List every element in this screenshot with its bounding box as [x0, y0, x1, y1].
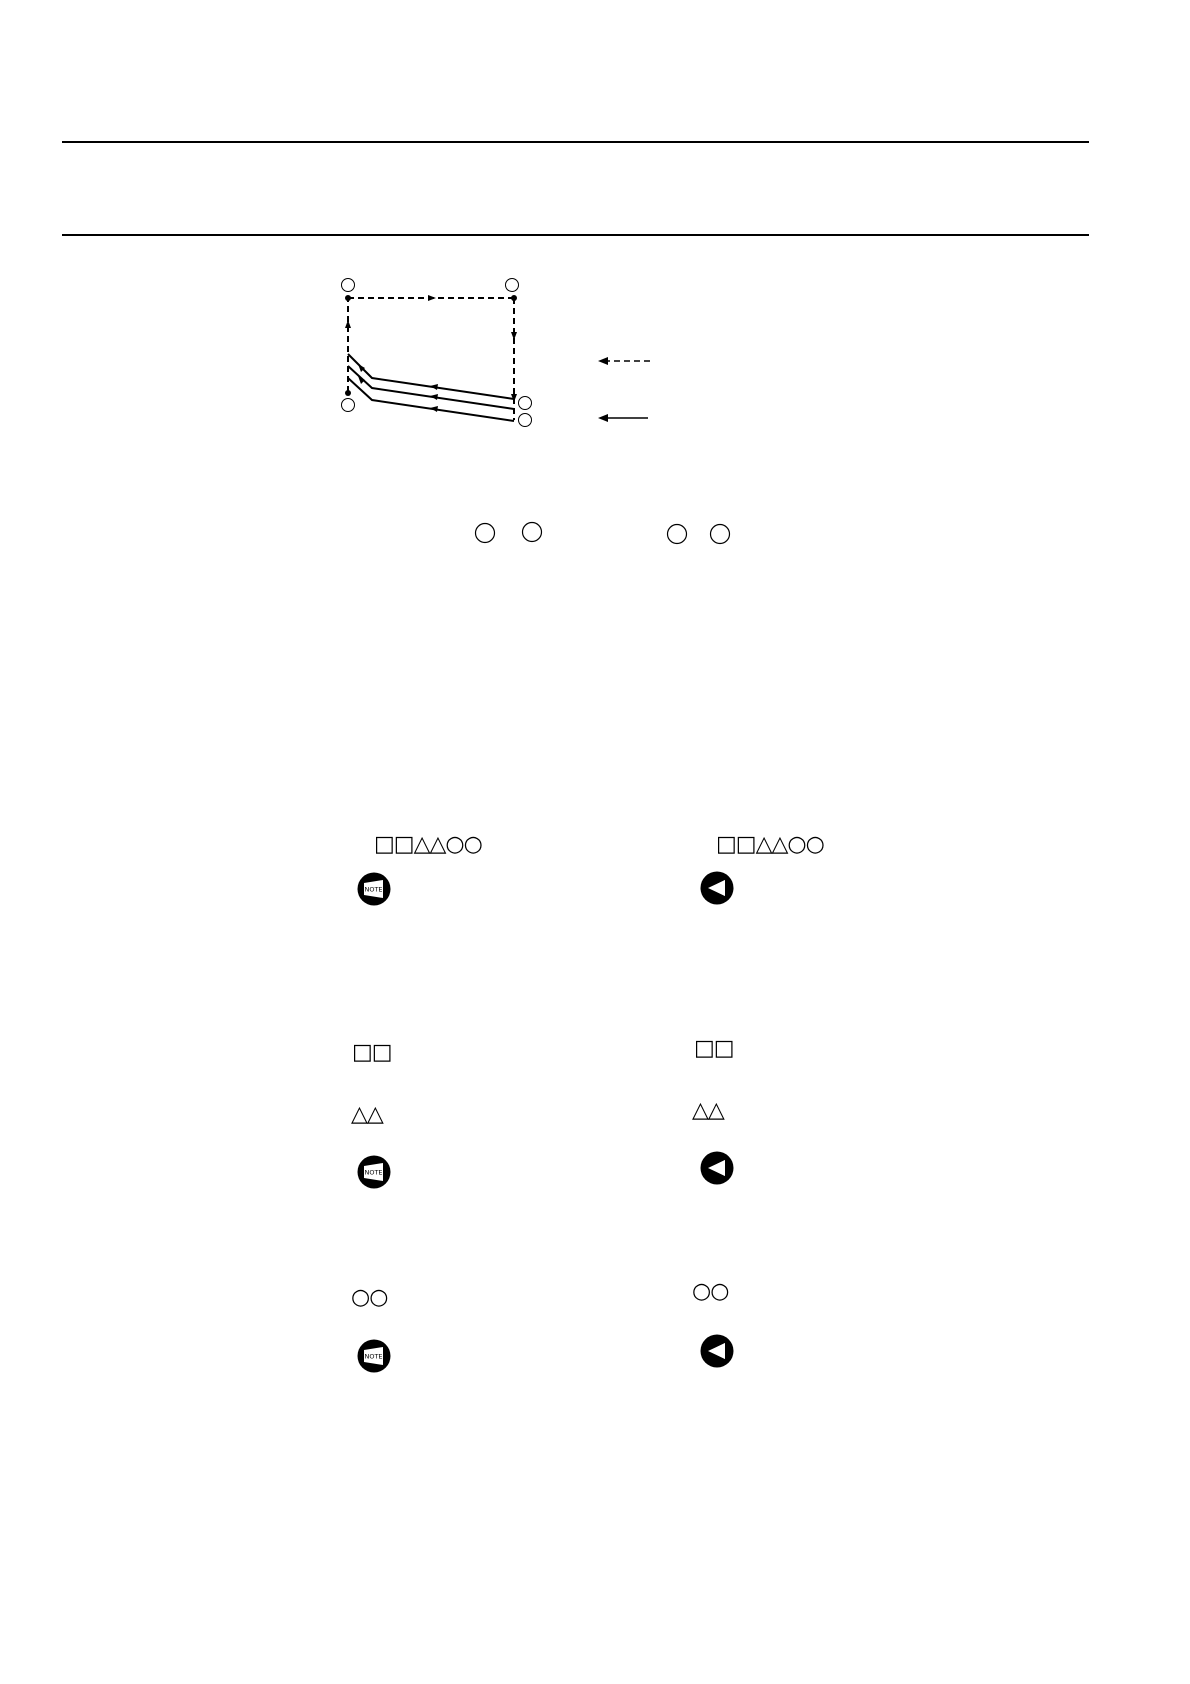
note-icon [357, 872, 391, 906]
symbol-header-left: □□△△○○ [374, 832, 482, 857]
symbol-triangles-left: △△ [351, 1102, 383, 1127]
svg-text:NOTE: NOTE [364, 1168, 383, 1177]
caution-icon [700, 1334, 734, 1368]
legend-cutting-feed-arrowhead [598, 414, 608, 422]
symbol-circles-right: ○○ [692, 1279, 729, 1304]
note-icon [357, 1339, 391, 1373]
path-node-dots [345, 295, 517, 396]
symbol-circles-left: ○○ [351, 1285, 388, 1310]
inline-circle-markers [476, 523, 730, 544]
rapid-traverse-path [348, 298, 514, 420]
caution-icon [700, 871, 734, 905]
cutting-feed-passes [348, 354, 514, 421]
svg-text:NOTE: NOTE [364, 1352, 383, 1361]
legend-rapid-traverse-arrowhead [598, 357, 608, 365]
symbol-squares-left: □□ [352, 1040, 392, 1065]
svg-text:NOTE: NOTE [364, 885, 383, 894]
caution-icon [700, 1151, 734, 1185]
position-marker-circles [342, 279, 532, 427]
note-icon [357, 1155, 391, 1189]
symbol-triangles-right: △△ [692, 1098, 724, 1123]
symbol-header-right: □□△△○○ [716, 832, 824, 857]
symbol-squares-right: □□ [694, 1036, 734, 1061]
